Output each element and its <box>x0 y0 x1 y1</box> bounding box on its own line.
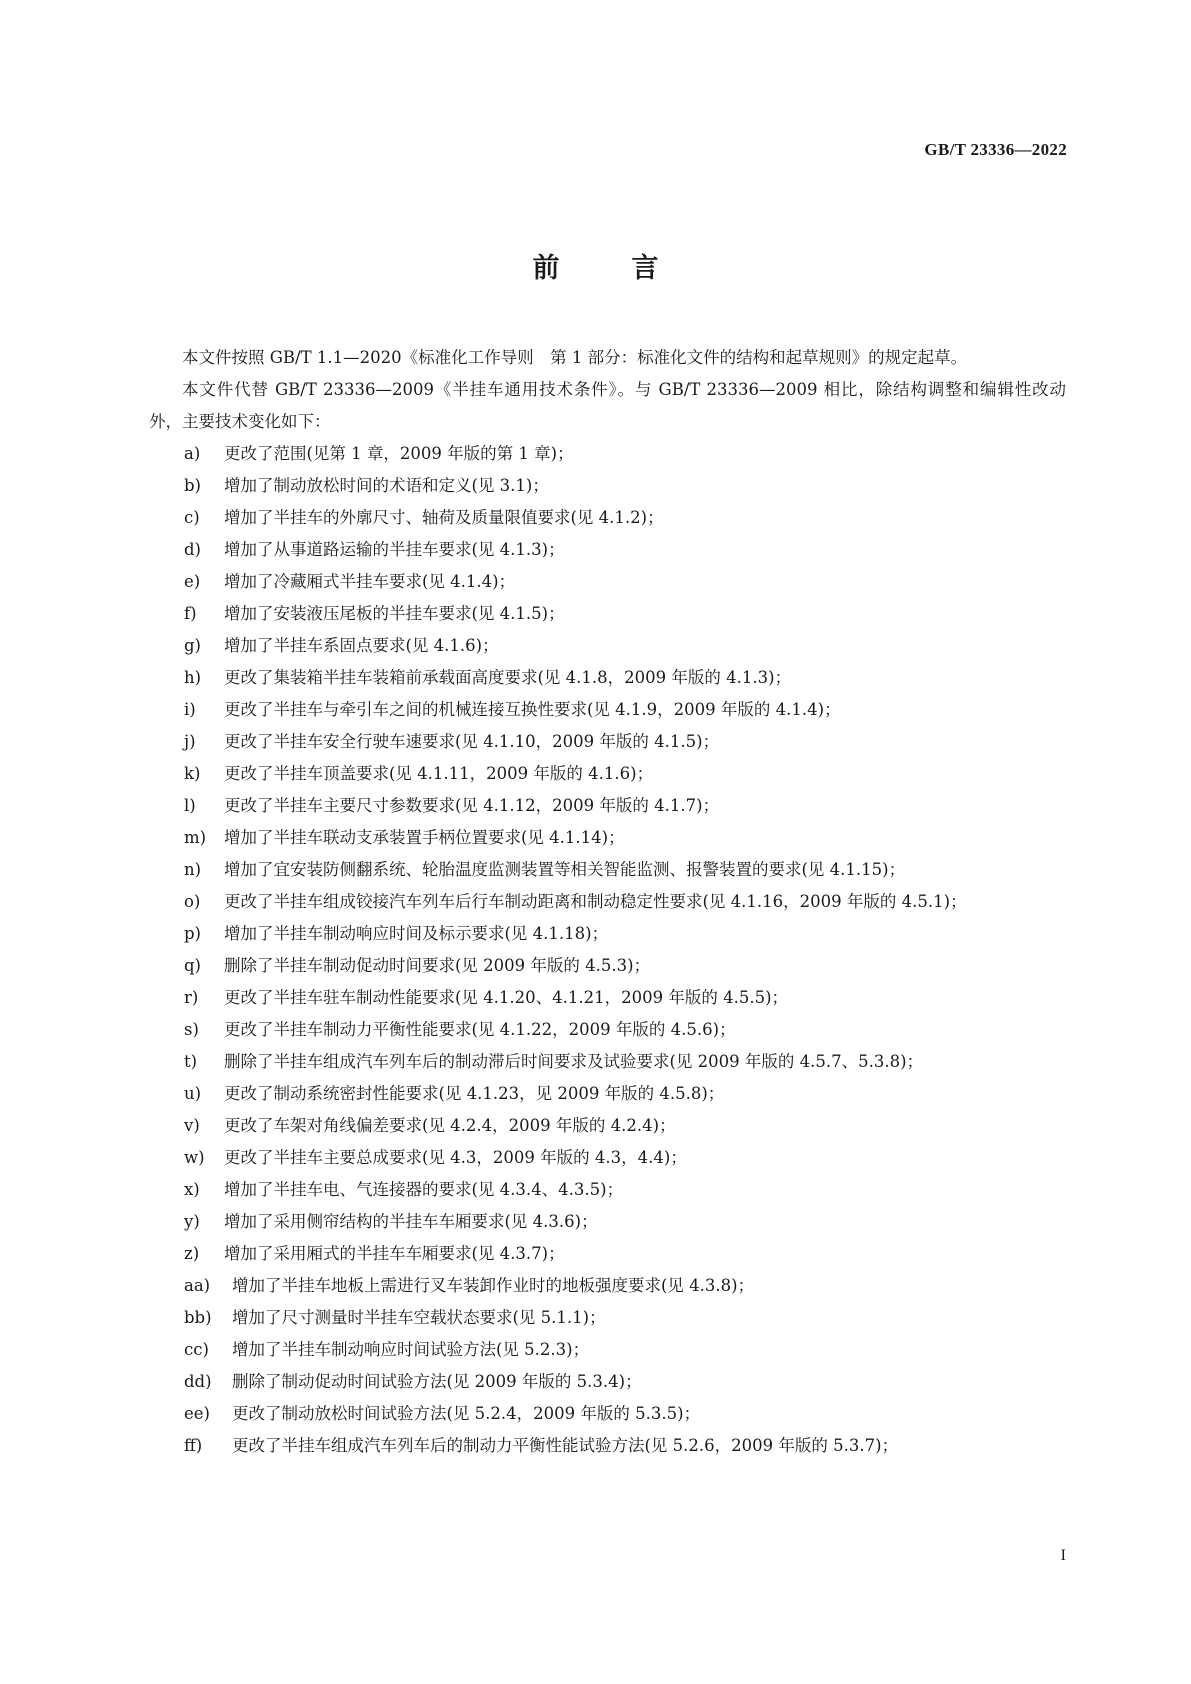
list-item <box>149 1302 1066 1334</box>
list-item-mark: aa) <box>184 1276 211 1295</box>
list-item <box>149 726 1066 758</box>
list-item-text: 删除了半挂车组成汽车列车后的制动滞后时间要求及试验要求(见 2009 年版的 4.5.7、5.3.8)； <box>224 1052 924 1071</box>
list-item <box>149 1334 1066 1366</box>
list-item <box>149 1398 1066 1430</box>
list-item-text: 增加了半挂车的外廓尺寸、轴荷及质量限值要求(见 4.1.2)； <box>224 508 664 527</box>
list-item-text: 更改了车架对角线偏差要求(见 4.2.4，2009 年版的 4.2.4)； <box>224 1116 676 1135</box>
list-item <box>149 630 1066 662</box>
list-item <box>149 822 1066 854</box>
list-item-text: 更改了半挂车驻车制动性能要求(见 4.1.20、4.1.21，2009 年版的 4.5.5)； <box>224 988 789 1007</box>
list-item <box>149 438 1066 470</box>
list-item <box>149 1270 1066 1302</box>
list-item-mark: l) <box>184 796 196 815</box>
list-item-text: 更改了半挂车制动力平衡性能要求(见 4.1.22，2009 年版的 4.5.6)； <box>224 1020 736 1039</box>
list-item-text: 增加了半挂车制动响应时间及标示要求(见 4.1.18)； <box>224 924 609 943</box>
change-list <box>149 438 1066 1462</box>
list-item-mark: dd) <box>184 1372 212 1391</box>
list-item <box>149 1046 1066 1078</box>
list-item-mark: x) <box>184 1180 200 1199</box>
list-item-mark: c) <box>184 508 200 527</box>
list-item <box>149 1430 1066 1462</box>
list-item-mark: f) <box>184 604 197 623</box>
list-item-text: 增加了安装液压尾板的半挂车要求(见 4.1.5)； <box>224 604 565 623</box>
list-item-mark: bb) <box>184 1308 212 1327</box>
list-item-mark: n) <box>184 860 202 879</box>
list-item-mark: ff) <box>184 1436 203 1455</box>
list-item-mark: k) <box>184 764 201 783</box>
list-item-text: 更改了半挂车主要尺寸参数要求(见 4.1.12，2009 年版的 4.1.7)； <box>224 796 720 815</box>
list-item-text: 增加了从事道路运输的半挂车要求(见 4.1.3)； <box>224 540 565 559</box>
list-item-text: 更改了制动放松时间试验方法(见 5.2.4，2009 年版的 5.3.5)； <box>232 1404 701 1423</box>
list-item-text: 删除了半挂车制动促动时间要求(见 2009 年版的 4.5.3)； <box>224 956 651 975</box>
list-item-mark: u) <box>184 1084 202 1103</box>
list-item-mark: z) <box>184 1244 200 1263</box>
list-item <box>149 790 1066 822</box>
list-item-text: 增加了制动放松时间的术语和定义(见 3.1)； <box>224 476 549 495</box>
list-item-mark: b) <box>184 476 201 495</box>
list-item-mark: j) <box>184 732 196 751</box>
list-item-text: 增加了半挂车制动响应时间试验方法(见 5.2.3)； <box>232 1340 590 1359</box>
list-item-mark: m) <box>184 828 207 847</box>
list-item-text: 增加了半挂车电、气连接器的要求(见 4.3.4、4.3.5)； <box>224 1180 624 1199</box>
paragraph: 本文件按照 GB/T 1.1—2020《标准化工作导则 第 1 部分：标准化文件的结构和起草规则》的规定起草。 <box>182 348 968 367</box>
list-item-text: 更改了范围(见第 1 章，2009 年版的第 1 章)； <box>224 444 574 463</box>
list-item-text: 增加了采用侧帘结构的半挂车车厢要求(见 4.3.6)； <box>224 1212 598 1231</box>
list-item-mark: d) <box>184 540 201 559</box>
page-title: 前言 <box>532 253 731 284</box>
list-item-text: 增加了宜安装防侧翻系统、轮胎温度监测装置等相关智能监测、报警装置的要求(见 4.1.15)； <box>224 860 906 879</box>
list-item-mark: s) <box>184 1020 199 1039</box>
page-number: I <box>1060 1547 1066 1564</box>
list-item <box>149 758 1066 790</box>
list-item-text: 更改了半挂车安全行驶车速要求(见 4.1.10，2009 年版的 4.1.5)； <box>224 732 720 751</box>
list-item <box>149 598 1066 630</box>
list-item-mark: w) <box>184 1148 205 1167</box>
list-item-mark: q) <box>184 956 201 975</box>
list-item <box>149 1206 1066 1238</box>
list-item-mark: t) <box>184 1052 198 1071</box>
list-item-mark: p) <box>184 924 201 943</box>
list-item <box>149 534 1066 566</box>
list-item-mark: h) <box>184 668 202 687</box>
list-item <box>149 1078 1066 1110</box>
list-item-mark: e) <box>184 572 201 591</box>
list-item-text: 增加了尺寸测量时半挂车空载状态要求(见 5.1.1)； <box>232 1308 606 1327</box>
paragraph: 本文件代替 GB/T 23336—2009《半挂车通用技术条件》。与 GB/T 23336—2009 相比，除结构调整和编辑性改动外，主要技术变化如下： <box>149 380 1066 431</box>
list-item-text: 删除了制动促动时间试验方法(见 2009 年版的 5.3.4)； <box>232 1372 642 1391</box>
list-item <box>149 950 1066 982</box>
list-item-mark: a) <box>184 444 201 463</box>
list-item-mark: cc) <box>184 1340 209 1359</box>
list-item <box>149 1366 1066 1398</box>
list-item-mark: y) <box>184 1212 200 1231</box>
list-item-mark: i) <box>184 700 196 719</box>
list-item <box>149 1238 1066 1270</box>
list-item-text: 更改了半挂车组成铰接汽车列车后行车制动距离和制动稳定性要求(见 4.1.16，2009 年版的 4.5.1)； <box>224 892 967 911</box>
list-item-text: 增加了半挂车联动支承装置手柄位置要求(见 4.1.14)； <box>224 828 625 847</box>
standard-code: GB/T 23336—2022 <box>924 140 1067 159</box>
list-item <box>149 470 1066 502</box>
list-item <box>149 1014 1066 1046</box>
list-item <box>149 502 1066 534</box>
list-item-text: 更改了制动系统密封性能要求(见 4.1.23，见 2009 年版的 4.5.8)； <box>224 1084 725 1103</box>
document-body <box>149 342 1066 1462</box>
list-item-text: 增加了冷藏厢式半挂车要求(见 4.1.4)； <box>224 572 516 591</box>
list-item <box>149 694 1066 726</box>
list-item-text: 更改了半挂车与牵引车之间的机械连接互换性要求(见 4.1.9，2009 年版的 4.1.4)； <box>224 700 841 719</box>
list-item-text: 增加了半挂车系固点要求(见 4.1.6)； <box>224 636 499 655</box>
list-item-text: 更改了集装箱半挂车装箱前承载面高度要求(见 4.1.8，2009 年版的 4.1.3)； <box>224 668 792 687</box>
list-item-mark: ee) <box>184 1404 210 1423</box>
list-item <box>149 854 1066 886</box>
list-item-mark: g) <box>184 636 201 655</box>
list-item <box>149 1110 1066 1142</box>
list-item <box>149 1142 1066 1174</box>
list-item-text: 增加了采用厢式的半挂车车厢要求(见 4.3.7)； <box>224 1244 565 1263</box>
list-item-text: 更改了半挂车顶盖要求(见 4.1.11，2009 年版的 4.1.6)； <box>224 764 654 783</box>
list-item-text: 增加了半挂车地板上需进行叉车装卸作业时的地板强度要求(见 4.3.8)； <box>232 1276 755 1295</box>
list-item <box>149 566 1066 598</box>
list-item-text: 更改了半挂车主要总成要求(见 4.3，2009 年版的 4.3，4.4)； <box>224 1148 687 1167</box>
list-item <box>149 662 1066 694</box>
list-item <box>149 1174 1066 1206</box>
list-item <box>149 918 1066 950</box>
list-item-mark: o) <box>184 892 201 911</box>
list-item-mark: r) <box>184 988 199 1007</box>
list-item-text: 更改了半挂车组成汽车列车后的制动力平衡性能试验方法(见 5.2.6，2009 年版的 5.3.7)； <box>232 1436 899 1455</box>
list-item <box>149 886 1066 918</box>
list-item-mark: v) <box>184 1116 200 1135</box>
list-item <box>149 982 1066 1014</box>
